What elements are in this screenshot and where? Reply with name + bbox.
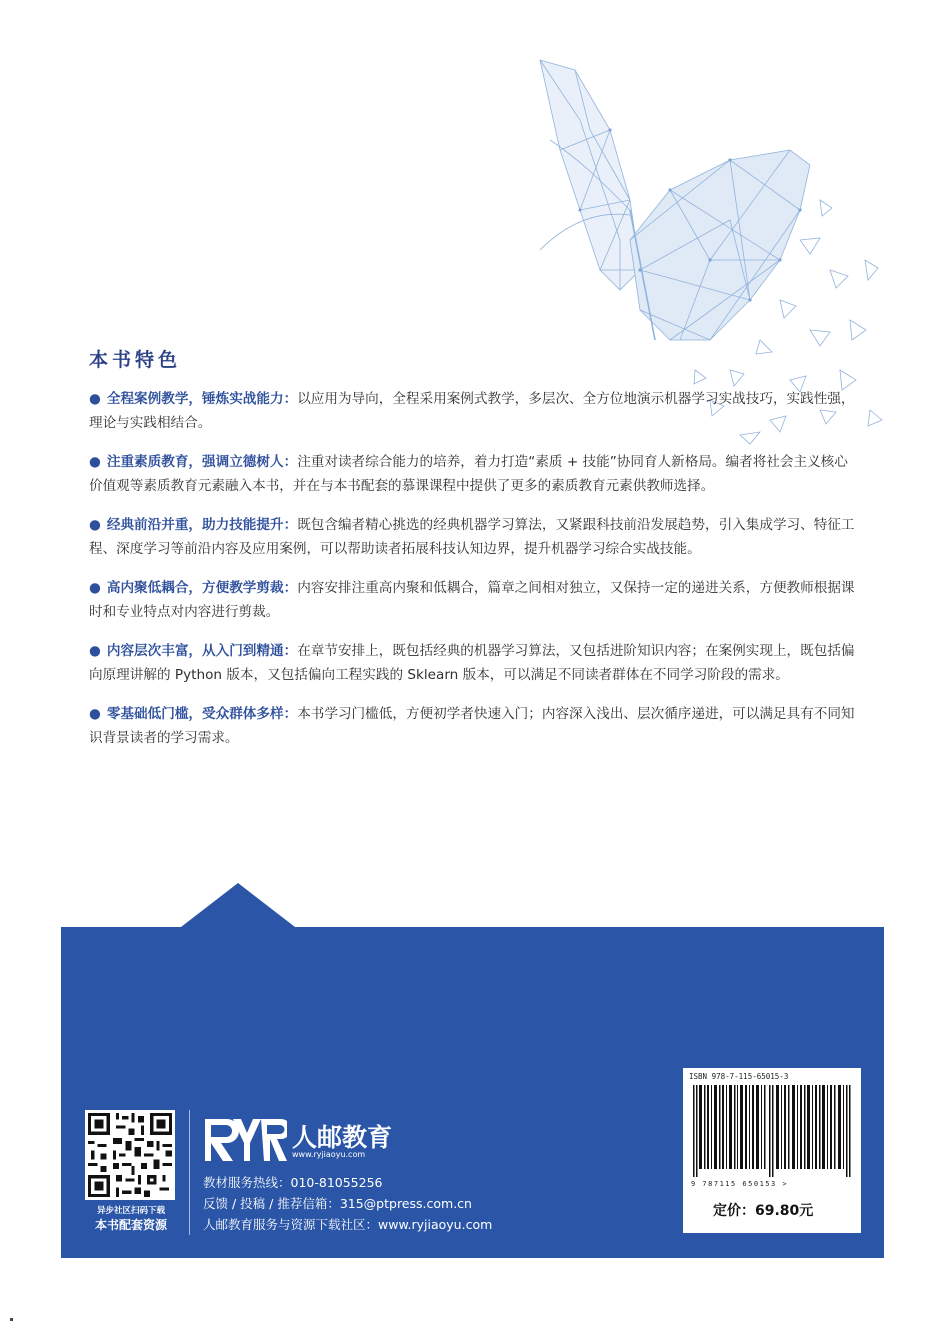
feature-body: 在章节安排上，既包括经典的机器学习算法，又包括进阶知识内容；在案例实现上，既包括偏向原理讲解的 Python 版本，又包括偏向工程实践的 Sklearn 版本，可以满足不同读者群体在不同学习阶段的需求。 bbox=[89, 643, 855, 683]
publisher-name: 人邮教育 bbox=[292, 1123, 393, 1152]
feature-item bbox=[89, 640, 861, 687]
qr-caption-main: 本书配套资源 bbox=[94, 1218, 167, 1232]
resource-community: 人邮教育服务与资源下载社区：www.ryjiaoyu.com bbox=[203, 1217, 493, 1232]
section-title: 本书特色 bbox=[89, 349, 182, 371]
feature-item bbox=[89, 514, 861, 561]
feature-item bbox=[89, 451, 861, 498]
feature-highlight: 高内聚低耦合，方便教学剪裁： bbox=[106, 580, 298, 596]
bullet-icon: ● bbox=[89, 454, 101, 470]
qr-code bbox=[85, 1110, 175, 1200]
service-hotline: 教材服务热线：010-81055256 bbox=[203, 1175, 383, 1190]
feature-item bbox=[89, 388, 861, 435]
feedback-email: 反馈 / 投稿 / 推荐信箱：315@ptpress.com.cn bbox=[203, 1196, 472, 1211]
feature-body: 本书学习门槛低，方便初学者快速入门；内容深入浅出、层次循序递进，可以满足具有不同知识背景读者的学习需求。 bbox=[89, 706, 855, 746]
feature-highlight: 内容层次丰富，从入门到精通： bbox=[106, 643, 298, 659]
feature-body: 注重对读者综合能力的培养，着力打造“素质 + 技能”协同育人新格局。编者将社会主义核心价值观等素质教育元素融入本书，并在与本书配套的慕课课程中提供了更多的素质教育元素供教师选择。 bbox=[89, 454, 848, 494]
feature-item bbox=[89, 703, 861, 750]
price-label: 定价：69.80元 bbox=[713, 1203, 814, 1219]
publisher-url: www.ryjiaoyu.com bbox=[292, 1150, 366, 1159]
bullet-icon: ● bbox=[89, 643, 101, 659]
contact-info bbox=[203, 1172, 492, 1235]
feature-body: 既包含编者精心挑选的经典机器学习算法，又紧跟科技前沿发展趋势，引入集成学习、特征工程、深度学习等前沿内容及应用案例，可以帮助读者拓展科技认知边界，提升机器学习综合实战技能。 bbox=[89, 517, 855, 557]
isbn-text: ISBN 978-7-115-65015-3 bbox=[689, 1072, 789, 1081]
barcode-icon bbox=[693, 1085, 851, 1177]
publisher-logo-icon bbox=[203, 1113, 287, 1165]
barcode-box bbox=[683, 1068, 861, 1233]
vertical-divider bbox=[189, 1110, 190, 1235]
feature-list bbox=[89, 388, 861, 766]
bullet-icon: ● bbox=[89, 391, 101, 407]
bullet-icon: ● bbox=[89, 517, 101, 533]
bullet-icon: ● bbox=[89, 706, 101, 722]
feature-item bbox=[89, 577, 861, 624]
corner-mark bbox=[10, 1318, 13, 1321]
barcode-digits: 9 787115 650153 > bbox=[691, 1180, 789, 1188]
qr-caption-small: 异步社区扫码下载 bbox=[96, 1206, 165, 1216]
feature-highlight: 经典前沿并重，助力技能提升： bbox=[106, 517, 298, 533]
feature-highlight: 零基础低门槛，受众群体多样： bbox=[106, 706, 298, 722]
feature-highlight: 全程案例教学，锤炼实战能力： bbox=[106, 391, 298, 407]
feature-body: 以应用为导向，全程采用案例式教学，多层次、全方位地演示机器学习实战技巧，实践性强，理论与实践相结合。 bbox=[89, 391, 855, 431]
feature-body: 内容安排注重高内聚和低耦合，篇章之间相对独立，又保持一定的递进关系，方便教师根据课时和专业特点对内容进行剪裁。 bbox=[89, 580, 855, 620]
bullet-icon: ● bbox=[89, 580, 101, 596]
feature-highlight: 注重素质教育，强调立德树人： bbox=[106, 454, 298, 470]
